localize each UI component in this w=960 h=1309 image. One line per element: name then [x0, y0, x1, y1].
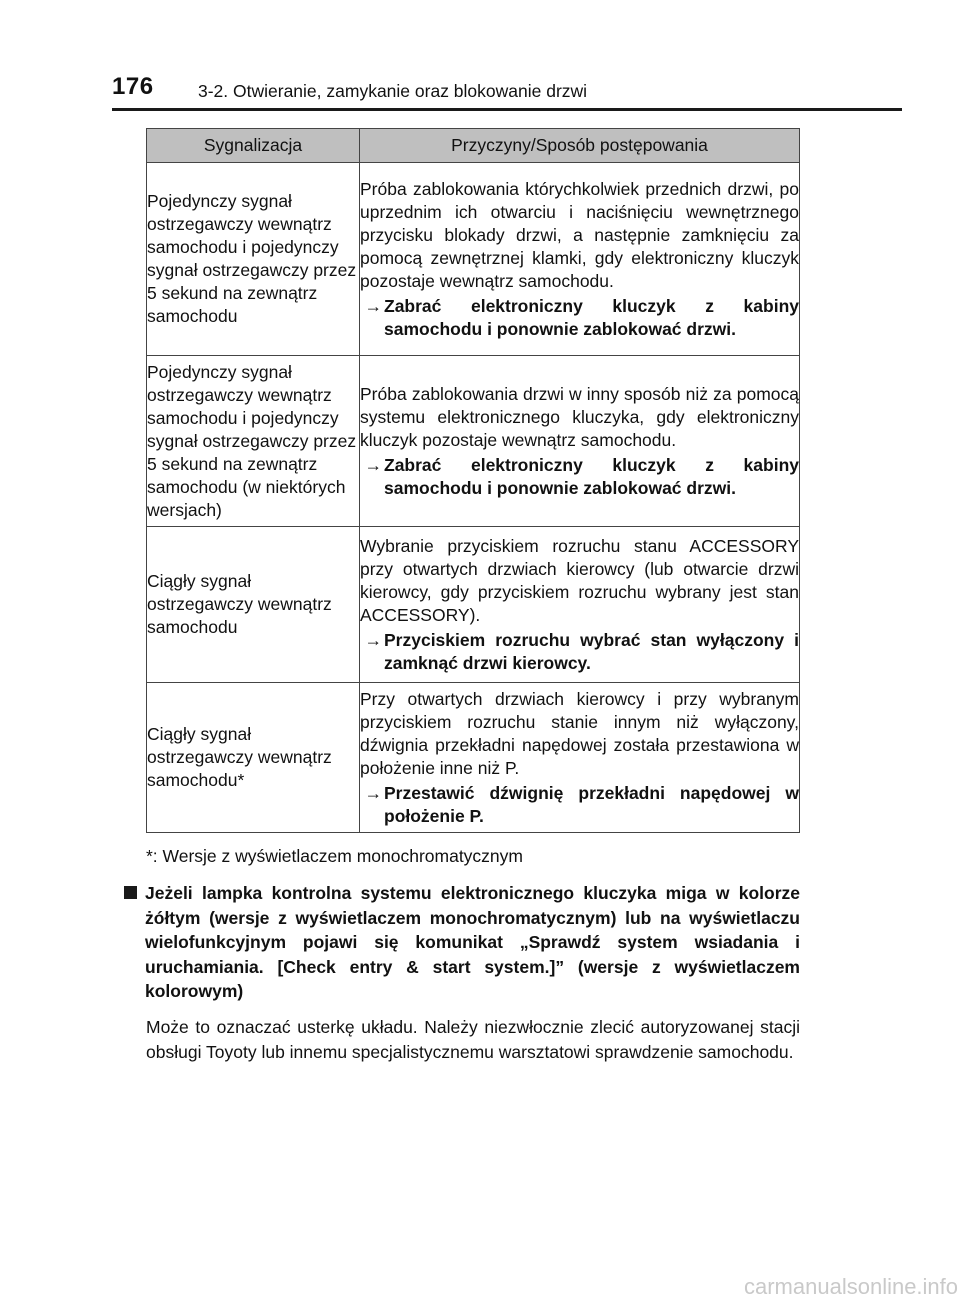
action-text: Zabrać elektroniczny kluczyk z kabiny samochodu i ponownie zablokować drzwi.	[384, 295, 799, 339]
cause-cell	[360, 356, 800, 527]
square-bullet-icon	[124, 886, 137, 899]
arrow-icon: →	[364, 295, 382, 316]
page-number: 176	[112, 73, 154, 100]
note-heading-text: Jeżeli lampka kontrolna systemu elektronicznego kluczyka miga w kolorze żółtym (wersje z wyświetlaczem monochromatycznym) lub na wyświetlaczu wielofunkcyjnym pojawi się komunikat „Sprawdź system wsiadania i uruchamiania. [Check entry & start system.]” (wersje z wyświetlaczem kolorowym)	[145, 883, 800, 1001]
table-row	[147, 683, 800, 833]
page-header	[0, 0, 960, 112]
section-title: 3-2. Otwieranie, zamykanie oraz blokowanie drzwi	[198, 81, 588, 101]
cause-cell	[360, 683, 800, 833]
action-text: Przyciskiem rozruchu wybrać stan wyłączony i zamknąć drzwi kierowcy.	[384, 629, 799, 673]
table-row	[147, 163, 800, 356]
action-line	[360, 454, 799, 500]
signal-cell: Pojedynczy sygnał ostrzegawczy wewnątrz samochodu i pojedynczy sygnał ostrzegawczy przez 5 sekund na zewnątrz samochodu (w niektórych wersjach)	[147, 356, 360, 527]
action-text: Zabrać elektroniczny kluczyk z kabiny samochodu i ponownie zablokować drzwi.	[384, 454, 799, 498]
column-header-cause: Przyczyny/Sposób postępowania	[360, 129, 800, 163]
action-line	[360, 782, 799, 828]
arrow-icon: →	[364, 454, 382, 475]
note-body: Może to oznaczać usterkę układu. Należy niezwłocznie zlecić autoryzowanej stacji obsługi Toyoty lub innemu specjalistycznemu warsztatowi sprawdzenie samochodu.	[146, 1017, 800, 1062]
table-row	[147, 527, 800, 683]
table-row	[147, 356, 800, 527]
header-rule	[112, 108, 902, 111]
table-header-row	[147, 129, 800, 163]
cause-text: Próba zablokowania drzwi w inny sposób niż za pomocą systemu elektronicznego kluczyka, gdy elektroniczny kluczyk pozostaje wewnątrz samochodu.	[360, 383, 799, 450]
signal-cell: Ciągły sygnał ostrzegawczy wewnątrz samochodu*	[147, 683, 360, 833]
action-line	[360, 295, 799, 341]
footnote: *: Wersje z wyświetlaczem monochromatycznym	[146, 846, 523, 866]
signal-cell: Ciągły sygnał ostrzegawczy wewnątrz samochodu	[147, 527, 360, 683]
watermark: carmanualsonline.info	[744, 1274, 959, 1299]
cause-cell	[360, 163, 800, 356]
cause-text: Przy otwartych drzwiach kierowcy i przy wybranym przyciskiem rozruchu stanie innym niż wyłączony, dźwignia przekładni napędowej została przestawiona w położenie inne niż P.	[360, 688, 799, 778]
column-header-signal: Sygnalizacja	[147, 129, 360, 163]
warning-signal-table	[146, 128, 800, 833]
signal-cell: Pojedynczy sygnał ostrzegawczy wewnątrz samochodu i pojedynczy sygnał ostrzegawczy przez 5 sekund na zewnątrz samochodu	[147, 163, 360, 356]
arrow-icon: →	[364, 782, 382, 803]
arrow-icon: →	[364, 629, 382, 650]
cause-text: Próba zablokowania którychkolwiek przednich drzwi, po uprzednim ich otwarciu i naciśnięciu wewnętrznego przycisku blokady drzwi, a następnie zamknięciu za pomocą zewnętrznej klamki, gdy elektroniczny kluczyk pozostaje wewnątrz samochodu.	[360, 178, 799, 291]
action-line	[360, 629, 799, 675]
note-heading	[112, 881, 800, 1004]
action-text: Przestawić dźwignię przekładni napędowej w położenie P.	[384, 782, 799, 826]
cause-cell	[360, 527, 800, 683]
cause-text: Wybranie przyciskiem rozruchu stanu ACCESSORY przy otwartych drzwiach kierowcy (lub otwarcie drzwi kierowcy, gdy przyciskiem rozruchu wybrany jest stan ACCESSORY).	[360, 535, 799, 625]
